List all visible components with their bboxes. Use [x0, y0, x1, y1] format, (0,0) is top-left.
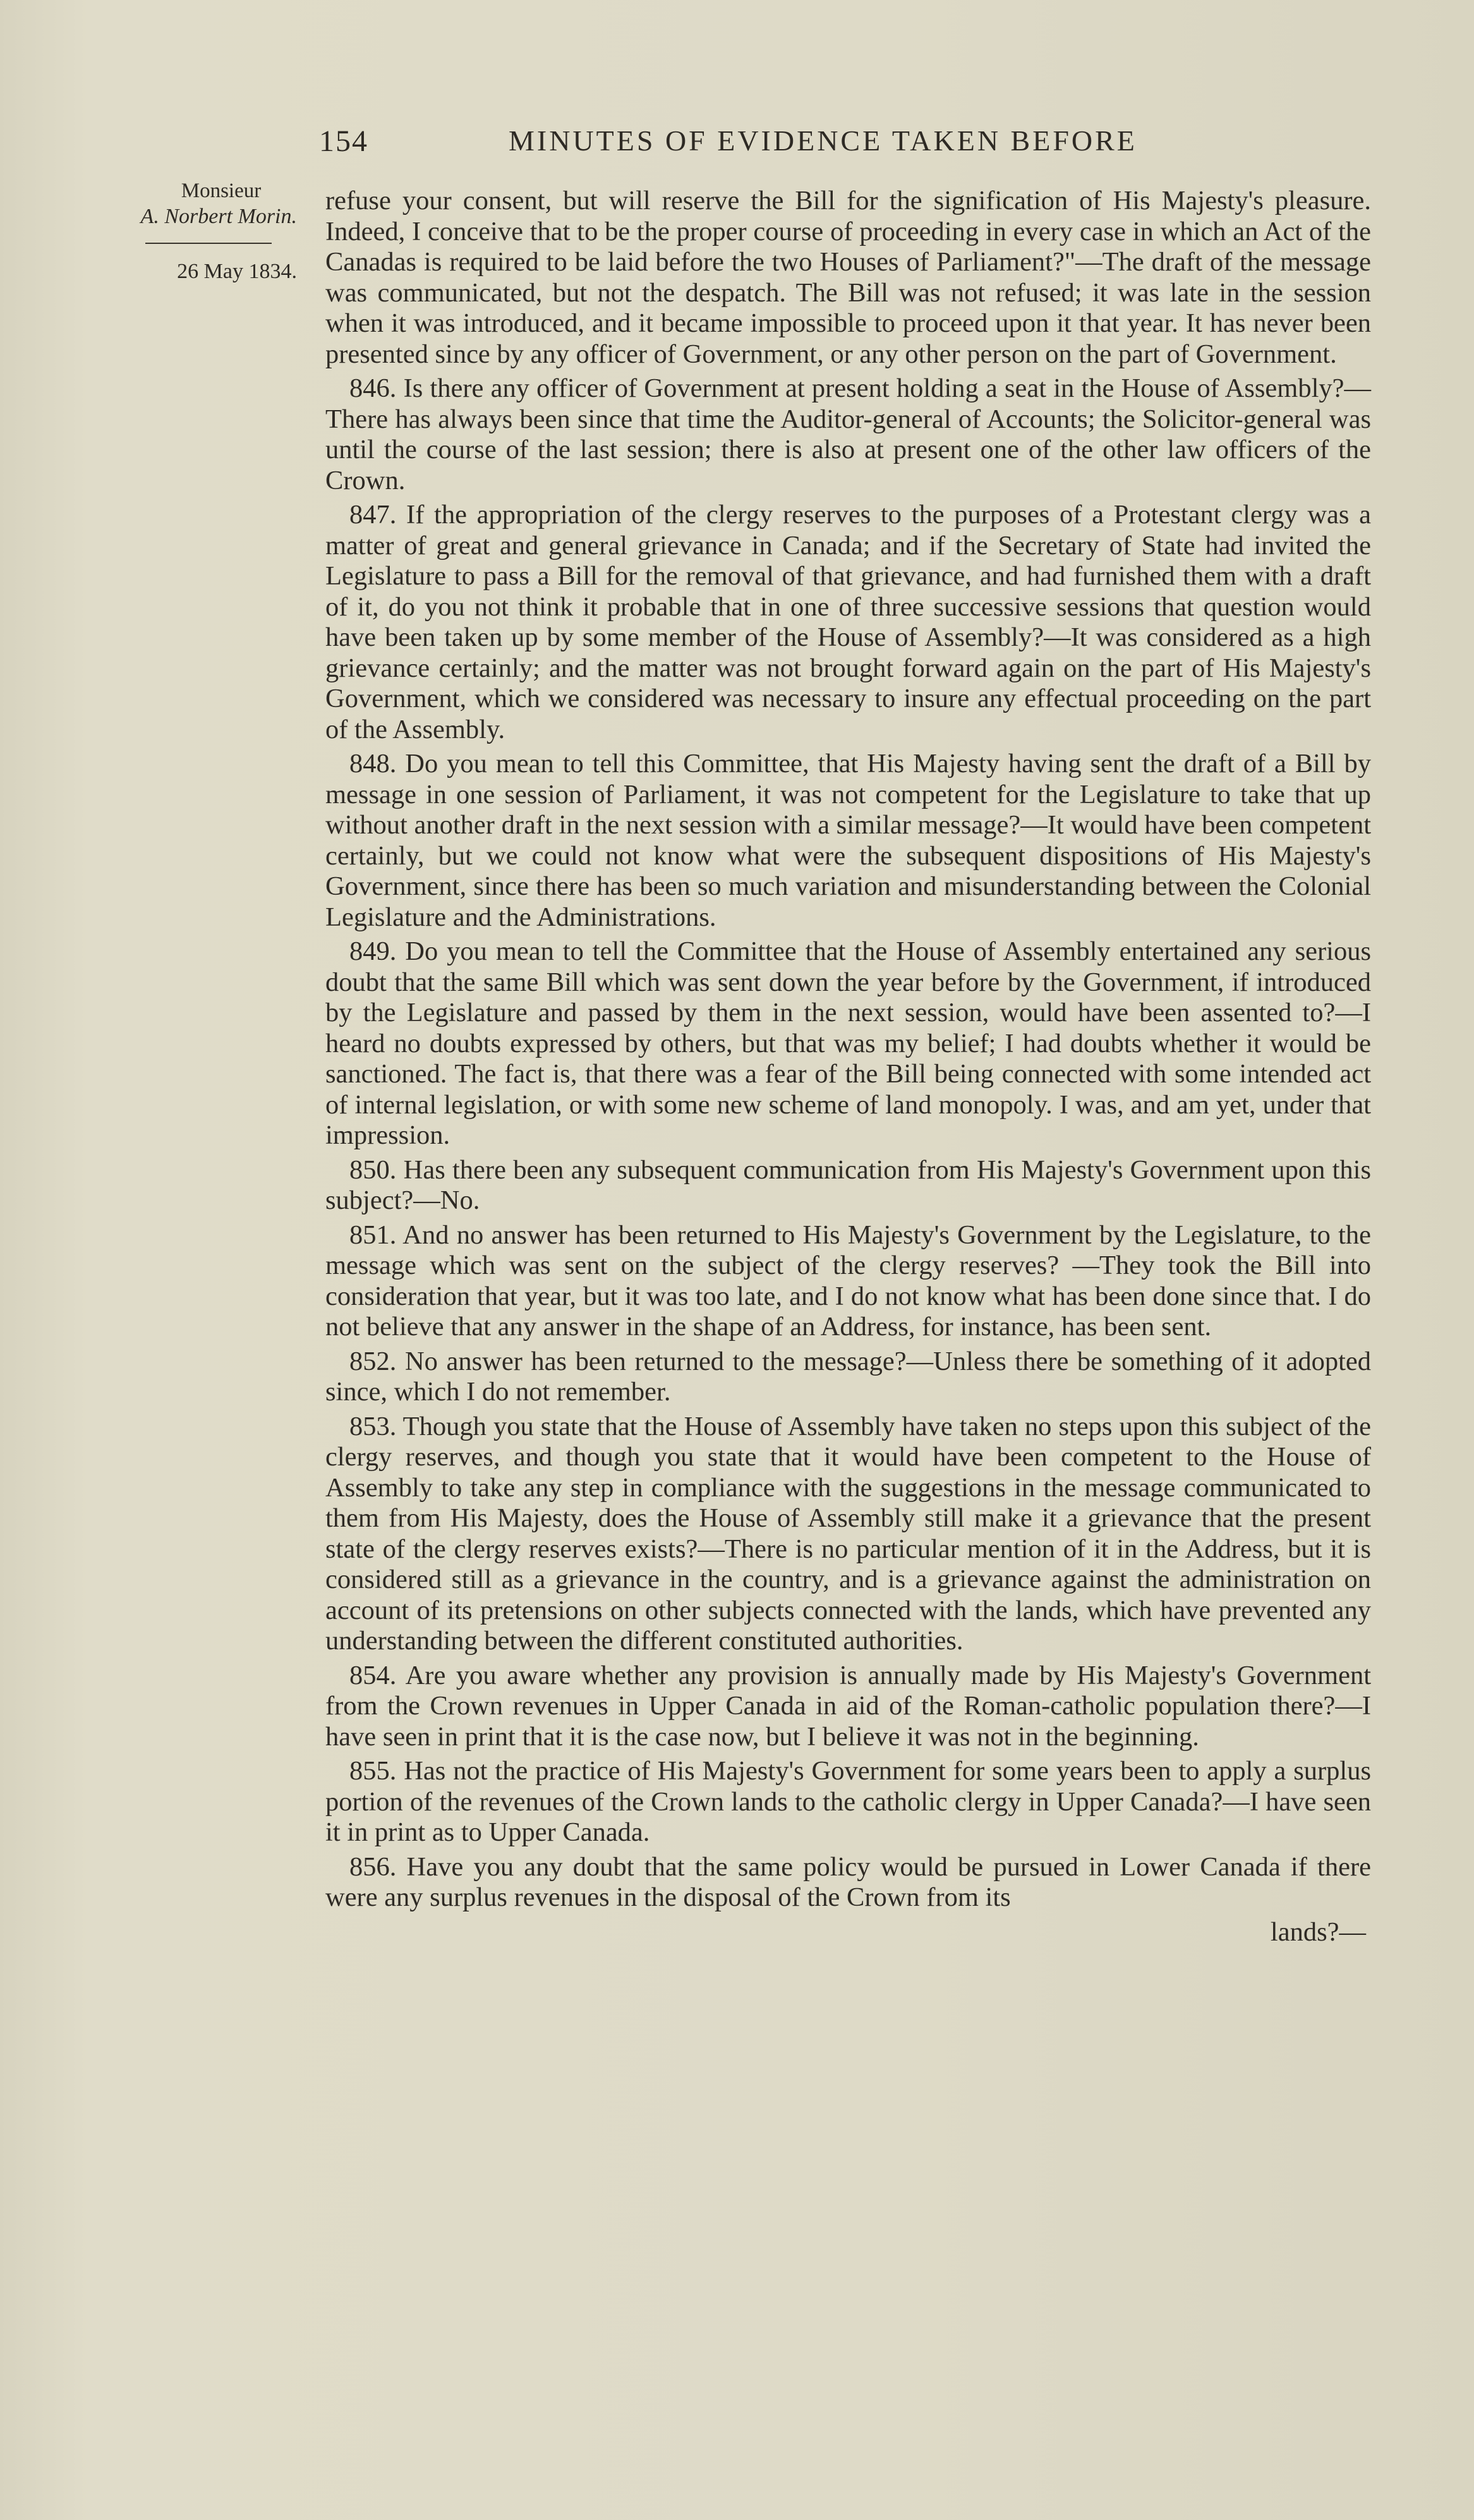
question-853: 853. Though you state that the House of Assembly have taken no steps upon this subject of the clergy reserves, and though you state that it would have been competent to the House of Assembly to take any step in compliance with the suggestions in the message communicated to them from His Majesty, does the House of Assembly still make it a grievance that the present state of the clergy reserves exists?—There is no particular mention of it in the Address, but it is considered still as a grievance in the country, and is a grievance against the administration on account of its pretensions on other subjects connected with the lands, which have prevented any understanding between the different constituted authorities.: [325, 1411, 1371, 1656]
margin-date: 26 May 1834.: [177, 260, 297, 283]
witness-name: A. Norbert Morin.: [140, 205, 297, 228]
question-847: 847. If the appropriation of the clergy reserves to the purposes of a Protestant clergy was a matter of great and general grievance in Canada; and if the Secretary of State had invited the Legislature to pass a Bill for the removal of that grievance, and had furnished them with a draft of it, do you not think it probable that in one of three successive sessions that question would have been taken up by some member of the House of Assembly?—It was considered as a high grievance certainly; and the matter was not brought forward again on the part of His Majesty's Government, which we considered was necessary to insure any effectual proceeding on the part of the Assembly.: [325, 500, 1371, 744]
continued-paragraph: refuse your consent, but will reserve the Bill for the signification of His Majesty's pleasure. Indeed, I conceive that to be the proper course of proceeding in every case in which an Act of the Canadas is required to be laid before the two Houses of Parliament?"—The draft of the message was communicated, but not the despatch. The Bill was not refused; it was late in the session when it was introduced, and it became impossible to proceed upon it that year. It has never been presented since by any officer of Government, or any other person on the part of Government.: [325, 186, 1371, 369]
page-number: 154: [319, 124, 368, 158]
margin-note: [95, 178, 297, 284]
margin-divider: [145, 243, 272, 244]
page-header: [319, 124, 1368, 168]
question-849: 849. Do you mean to tell the Committee that the House of Assembly entertained any serious doubt that the same Bill which was sent down the year before by the Government, if introduced by the Legislature and passed by them in the next session, would have been assented to?—I heard no doubts expressed by others, but that was my belief; I had doubts whether it would be sanctioned. The fact is, that there was a fear of the Bill being connected with some intended act of internal legislation, or with some new scheme of land monopoly. I was, and am yet, under that impression.: [325, 936, 1371, 1150]
margin-salutation: Monsieur: [181, 179, 262, 202]
question-855: 855. Has not the practice of His Majesty's Government for some years been to apply a surplus portion of the revenues of the Crown lands to the catholic clergy in Upper Canada?—I have seen it in print as to Upper Canada.: [325, 1756, 1371, 1847]
question-852: 852. No answer has been returned to the message?—Unless there be something of it adopted since, which I do not remember.: [325, 1346, 1371, 1407]
running-title: MINUTES OF EVIDENCE TAKEN BEFORE: [509, 124, 1137, 157]
question-851: 851. And no answer has been returned to His Majesty's Government by the Legislature, to the message which was sent on the subject of the clergy reserves? —They took the Bill into consideration that year, but it was too late, and I do not know what has been done since that. I do not believe that any answer in the shape of an Address, for instance, has been sent.: [325, 1220, 1371, 1342]
catchword: lands?—: [1270, 1917, 1366, 1947]
question-854: 854. Are you aware whether any provision is annually made by His Majesty's Government from the Crown revenues in Upper Canada in aid of the Roman-catholic population there?—I have seen in print that it is the case now, but I believe it was not in the beginning.: [325, 1660, 1371, 1752]
question-846: 846. Is there any officer of Government at present holding a seat in the House of Assembly?—There has always been since that time the Auditor-general of Accounts; the Solicitor-general was until the course of the last session; there is also at present one of the other law officers of the Crown.: [325, 373, 1371, 495]
question-856: 856. Have you any doubt that the same policy would be pursued in Lower Canada if there were any surplus revenues in the disposal of the Crown from its: [325, 1851, 1371, 1912]
body-text: [325, 186, 1371, 1948]
question-850: 850. Has there been any subsequent communication from His Majesty's Government upon this subject?—No.: [325, 1154, 1371, 1215]
question-848: 848. Do you mean to tell this Committee, that His Majesty having sent the draft of a Bill by message in one session of Parliament, it was not competent for the Legislature to take that up without another draft in the next session with a similar message?—It would have been competent certainly, but we could not know what were the subsequent dispositions of His Majesty's Government, since there has been so much variation and misunderstanding between the Colonial Legislature and the Administrations.: [325, 749, 1371, 932]
